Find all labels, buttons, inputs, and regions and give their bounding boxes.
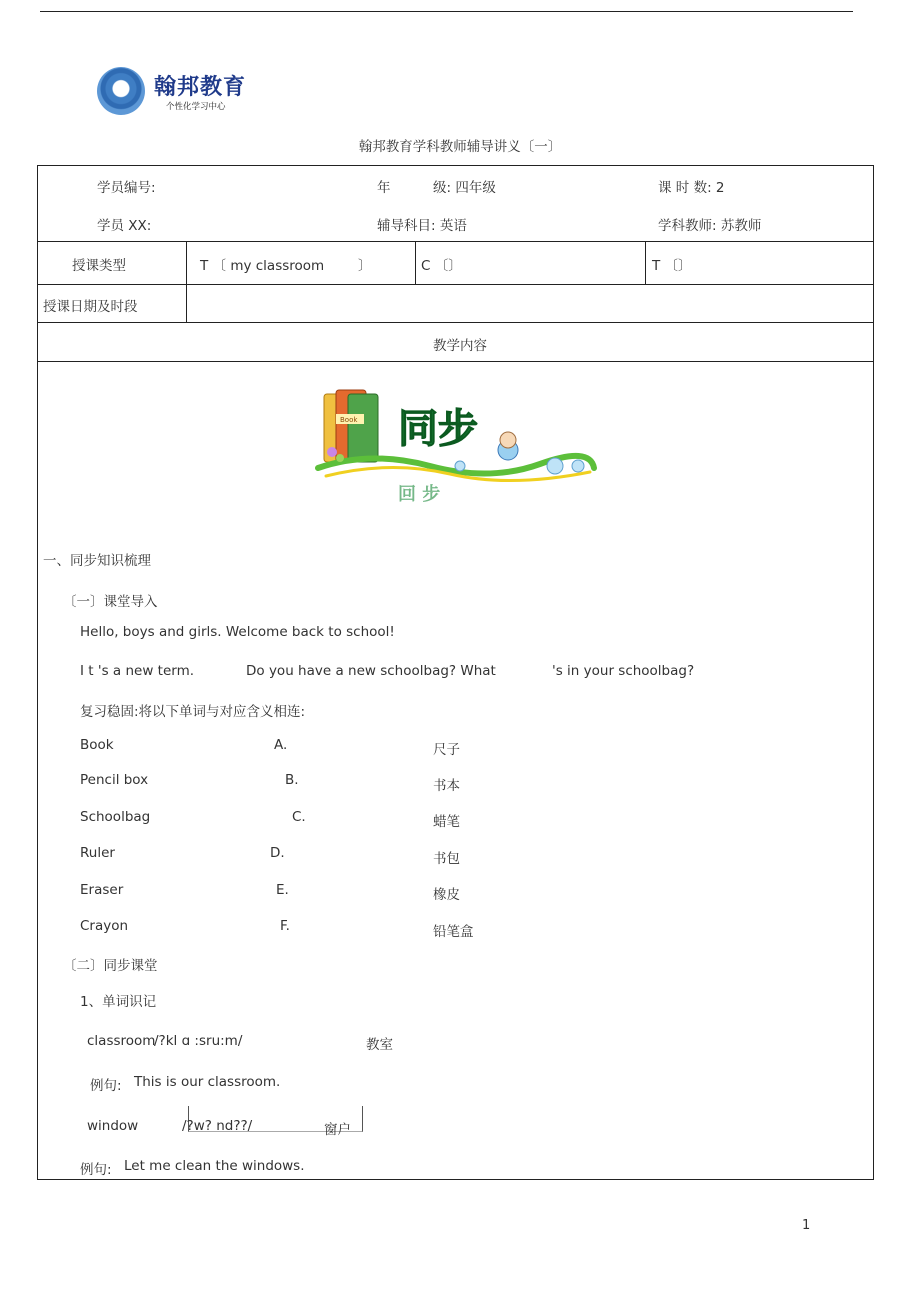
row-divider	[37, 322, 874, 323]
class-type-t1: T 〔 my classroom	[200, 258, 325, 274]
vocab-word: classroom	[87, 1033, 156, 1049]
student-number-label: 学员编号:	[97, 180, 156, 196]
match-meaning: 尺子	[433, 742, 460, 758]
example-sentence: This is our classroom.	[134, 1074, 281, 1090]
row-divider	[37, 284, 874, 285]
match-word: Book	[80, 737, 114, 753]
intro-line-b: Do you have a new schoolbag? What	[246, 663, 496, 679]
student-name-label: 学员 XX:	[97, 218, 152, 234]
example-label: 例句:	[80, 1162, 112, 1178]
match-word: Ruler	[80, 845, 115, 861]
match-word: Eraser	[80, 882, 124, 898]
match-letter: C.	[292, 809, 306, 825]
vocab-word: window	[87, 1118, 139, 1134]
vocab-title: 1、单词识记	[80, 994, 157, 1010]
row-divider	[37, 361, 874, 362]
match-word: Pencil box	[80, 772, 149, 788]
lesson-count: 课 时 数: 2	[658, 180, 725, 196]
match-word: Crayon	[80, 918, 129, 934]
section-knowledge: 一、同步知识梳理	[43, 553, 151, 569]
intro-line-c: 's in your schoolbag?	[552, 663, 695, 679]
match-word: Schoolbag	[80, 809, 151, 825]
match-meaning: 书本	[433, 778, 460, 794]
grade-label: 年	[377, 180, 391, 196]
vocab-meaning: 教室	[366, 1037, 393, 1053]
match-letter: A.	[274, 737, 288, 753]
teacher-label: 学科教师: 苏教师	[658, 218, 762, 234]
col-divider	[415, 241, 416, 284]
match-meaning: 橡皮	[433, 887, 460, 903]
example-label: 例句:	[90, 1078, 122, 1094]
vocab-ipa: /?kl ɑ :sru:m/	[154, 1033, 243, 1049]
intro-line-a: I t 's a new term.	[80, 663, 195, 679]
class-type-c: C 〔〕	[421, 258, 462, 274]
vocab-meaning: 窗户	[324, 1122, 351, 1138]
match-letter: E.	[276, 882, 289, 898]
subsection-sync: 〔二〕同步课堂	[63, 958, 158, 974]
col-divider	[186, 241, 187, 323]
page-number: 1	[802, 1218, 811, 1233]
match-letter: D.	[270, 845, 285, 861]
match-meaning: 书包	[433, 851, 460, 867]
vocab-ipa: /?w? nd??/	[182, 1118, 253, 1134]
logo-subtitle: 个性化学习中心	[166, 102, 226, 112]
content-header: 教学内容	[433, 338, 487, 354]
col-divider	[645, 241, 646, 284]
banner-reflection: 回 步	[398, 484, 441, 505]
review-prompt: 复习稳固:将以下单词与对应含义相连:	[80, 704, 306, 720]
date-label: 授课日期及时段	[43, 299, 138, 315]
subject-label: 辅导科目: 英语	[377, 218, 467, 234]
row-divider	[37, 241, 874, 242]
match-letter: B.	[285, 772, 299, 788]
logo-emblem-icon	[97, 67, 145, 115]
match-meaning: 铅笔盒	[433, 924, 474, 940]
class-type-t2: T 〔〕	[652, 258, 692, 274]
match-meaning: 蜡笔	[433, 814, 460, 830]
grade-value: 级: 四年级	[433, 180, 496, 196]
banner-book-label: Book	[340, 416, 358, 424]
top-rule	[40, 11, 853, 12]
logo-name: 翰邦教育	[154, 74, 247, 100]
subsection-intro: 〔一〕课堂导入	[63, 594, 158, 610]
intro-greeting: Hello, boys and girls. Welcome back to school!	[80, 624, 395, 640]
match-letter: F.	[280, 918, 290, 934]
document-title: 翰邦教育学科教师辅导讲义〔一〕	[358, 139, 562, 155]
class-type-t1-close: 〕	[358, 258, 372, 274]
example-sentence: Let me clean the windows.	[124, 1158, 305, 1174]
banner-title: 同步	[398, 406, 478, 452]
class-type-label: 授课类型	[72, 258, 126, 274]
sync-banner-icon	[310, 380, 600, 505]
